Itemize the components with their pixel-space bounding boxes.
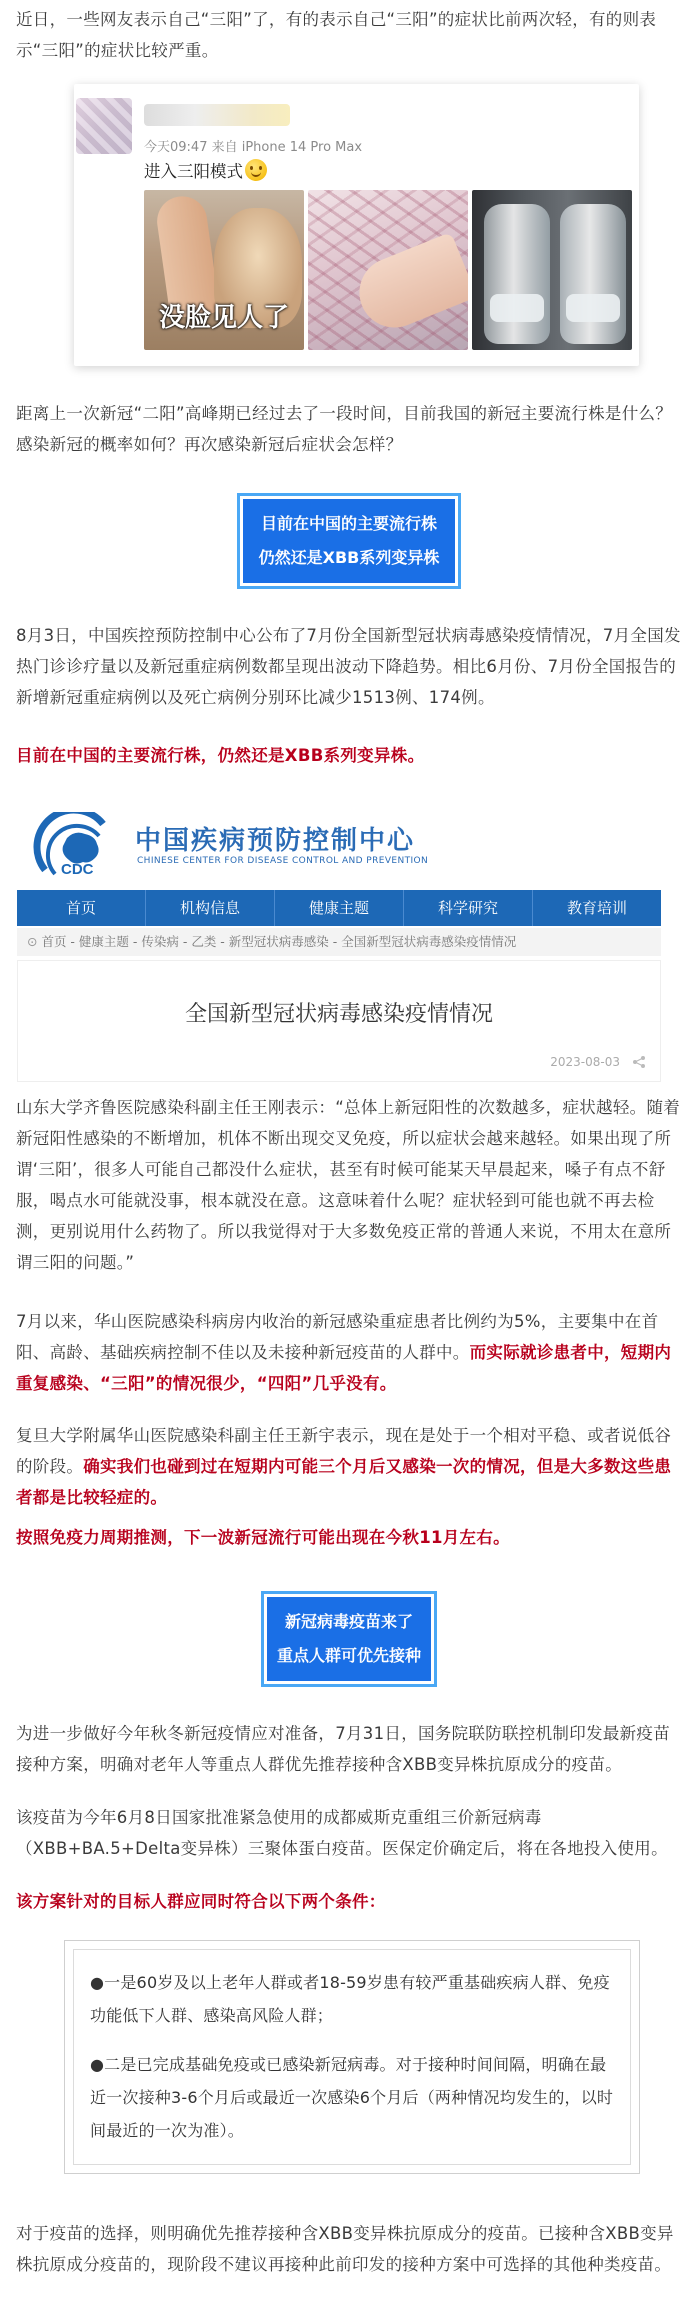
headline-line: 仍然还是XBB系列变异株: [258, 548, 440, 567]
vaccine-info-paragraph: 该疫苗为今年6月8日国家批准紧急使用的成都威斯克重组三价新冠病毒（XBB+BA.5+Delta变异株）三聚体蛋白疫苗。医保定价确定后，将在各地投入使用。: [16, 1808, 668, 1858]
cdc-nav-item-education[interactable]: 教育培训: [566, 899, 627, 917]
criteria-inner: [73, 1949, 631, 2165]
july-paragraph: [16, 1306, 683, 1399]
bottle-image: [560, 204, 626, 344]
cdc-report-paragraph: 8月3日，中国疾控预防控制中心公布了7月份全国新型冠状病毒感染疫情情况，7月全国发热门诊诊疗量以及新冠重症病例数都呈现出波动下降趋势。相比6月份、7月份全国报告的新增新冠重症病例以及死亡病例分别环比减少1513例、174例。: [16, 626, 681, 707]
cdc-nav-bar: [17, 890, 661, 926]
criteria-box: [64, 1940, 640, 2174]
expert-text: 复旦大学附属华山医院感染科副主任王新宇表示，现在是处于一个相对平稳、或者说低谷的阶段。: [16, 1426, 672, 1476]
expert-highlight: 确实我们也碰到过在短期内可能三个月后又感染一次的情况，但是大多数这些患者都是比较轻症的。: [16, 1457, 672, 1507]
strain-highlight: 目前在中国的主要流行株，仍然还是XBB系列变异株。: [16, 746, 425, 765]
breadcrumb-text: 首页 - 健康主题 - 传染病 - 乙类 - 新型冠状病毒感染 - 全国新型冠状病毒感染疫情情况: [41, 934, 517, 949]
wang-quote-paragraph: 山东大学齐鲁医院感染科副主任王刚表示：“总体上新冠阳性的次数越多，症状越轻。随着新冠阳性感染的不断增加，机体不断出现交叉免疫，所以症状会越来越轻。如果出现了所谓‘三阳’，很多人可能自己都没什么症状，甚至有时候可能某天早晨起来，嗓子有点不舒服，喝点水可能就没事，根本就没在意。这意味着什么呢？症状轻到可能也就不再去检测，更别说用什么药物了。所以我觉得对于大多数免疫正常的普通人来说，不用太在意所谓三阳的问题。”: [16, 1098, 681, 1272]
cdc-breadcrumb: [17, 928, 661, 956]
weibo-post-card[interactable]: [74, 84, 639, 366]
cdc-nav-item-institution[interactable]: 机构信息: [146, 890, 275, 926]
headline-box-vaccine: [264, 1594, 434, 1684]
username-blurred[interactable]: [144, 104, 290, 126]
conditions-highlight: 该方案针对的目标人群应同时符合以下两个条件：: [16, 1892, 386, 1911]
post-photo-3[interactable]: [472, 190, 632, 350]
expert-paragraph: [16, 1420, 683, 1513]
cdc-article-title: 全国新型冠状病毒感染疫情情况: [184, 1002, 493, 1027]
cdc-nav-item-home[interactable]: 首页: [17, 890, 146, 926]
headline-box-strain: [240, 496, 458, 586]
post-meta: 今天09:47 来自 iPhone 14 Pro Max: [144, 140, 363, 155]
criteria-item-age: ●一是60岁及以上老年人群或者18-59岁患有较严重基础疾病人群、免疫功能低下人群、感染高风险人群；: [90, 1973, 610, 2025]
vaccine-plan-paragraph: 为进一步做好今年秋冬新冠疫情应对准备，7月31日，国务院联防联控机制印发最新疫苗接种方案，明确对老年人等重点人群优先推荐接种含XBB变异株抗原成分的疫苗。: [16, 1724, 670, 1774]
headline-line: 新冠病毒疫苗来了: [284, 1612, 413, 1631]
intro-paragraph: 近日，一些网友表示自己“三阳”了，有的表示自己“三阳”的症状比前两次轻，有的则表示“三阳”的症状比较严重。: [16, 10, 657, 60]
headline-line: 重点人群可优先接种: [276, 1646, 421, 1665]
july-highlight: 而实际就诊患者中，短期内重复感染、“三阳”的情况很少，“四阳”几乎没有。: [16, 1343, 672, 1393]
cdc-logo-icon: [33, 812, 123, 886]
cdc-nav-item-research[interactable]: 科学研究: [404, 890, 533, 926]
cdc-logo-text: CDC: [61, 861, 94, 878]
cdc-site-title: 中国疾病预防控制中心: [135, 826, 416, 856]
july-text: 7月以来，华山医院感染科病房内收治的新冠感染重症患者比例约为5%，主要集中在首阳、高龄、基础疾病控制不佳以及未接种新冠疫苗的人群中。: [16, 1312, 659, 1362]
headline-line: 目前在中国的主要流行株: [260, 514, 437, 533]
bottle-image: [484, 204, 550, 344]
cdc-nav-item-health[interactable]: 健康主题: [275, 890, 404, 926]
post-text-label: 进入三阳模式: [144, 162, 243, 181]
post-photo-1[interactable]: [144, 190, 304, 350]
share-icon[interactable]: [632, 1055, 646, 1069]
post-photo-2[interactable]: [308, 190, 468, 350]
location-pin-icon: ⊙: [27, 934, 42, 949]
vaccine-selection-paragraph: 对于疫苗的选择，则明确优先推荐接种含XBB变异株抗原成分的疫苗。已接种含XBB变异株抗原成分疫苗的，现阶段不建议再接种此前印发的接种方案中可选择的其他种类疫苗。: [16, 2224, 674, 2274]
next-wave-highlight: 按照免疫力周期推测，下一波新冠流行可能出现在今秋11月左右。: [16, 1528, 510, 1547]
post-text: [144, 158, 267, 182]
cdc-article-date: 2023-08-03: [550, 1055, 620, 1069]
cdc-site-subtitle: CHINESE CENTER FOR DISEASE CONTROL AND PREVENTION: [137, 856, 429, 866]
cdc-article-header: [17, 960, 661, 1082]
photo-caption: 没脸见人了: [158, 303, 289, 333]
question-paragraph: 距离上一次新冠“二阳”高峰期已经过去了一段时间，目前我国的新冠主要流行株是什么？感染新冠的概率如何？再次感染新冠后症状会怎样？: [16, 404, 673, 454]
avatar[interactable]: [76, 98, 132, 154]
criteria-item-immunity: ●二是已完成基础免疫或已感染新冠病毒。对于接种时间间隔，明确在最近一次接种3-6个月后或最近一次感染6个月后（两种情况均发生的，以时间最近的一次为准）。: [90, 2055, 614, 2140]
cdc-website-screenshot: [17, 804, 661, 1082]
smile-emoji-icon: [245, 159, 267, 181]
